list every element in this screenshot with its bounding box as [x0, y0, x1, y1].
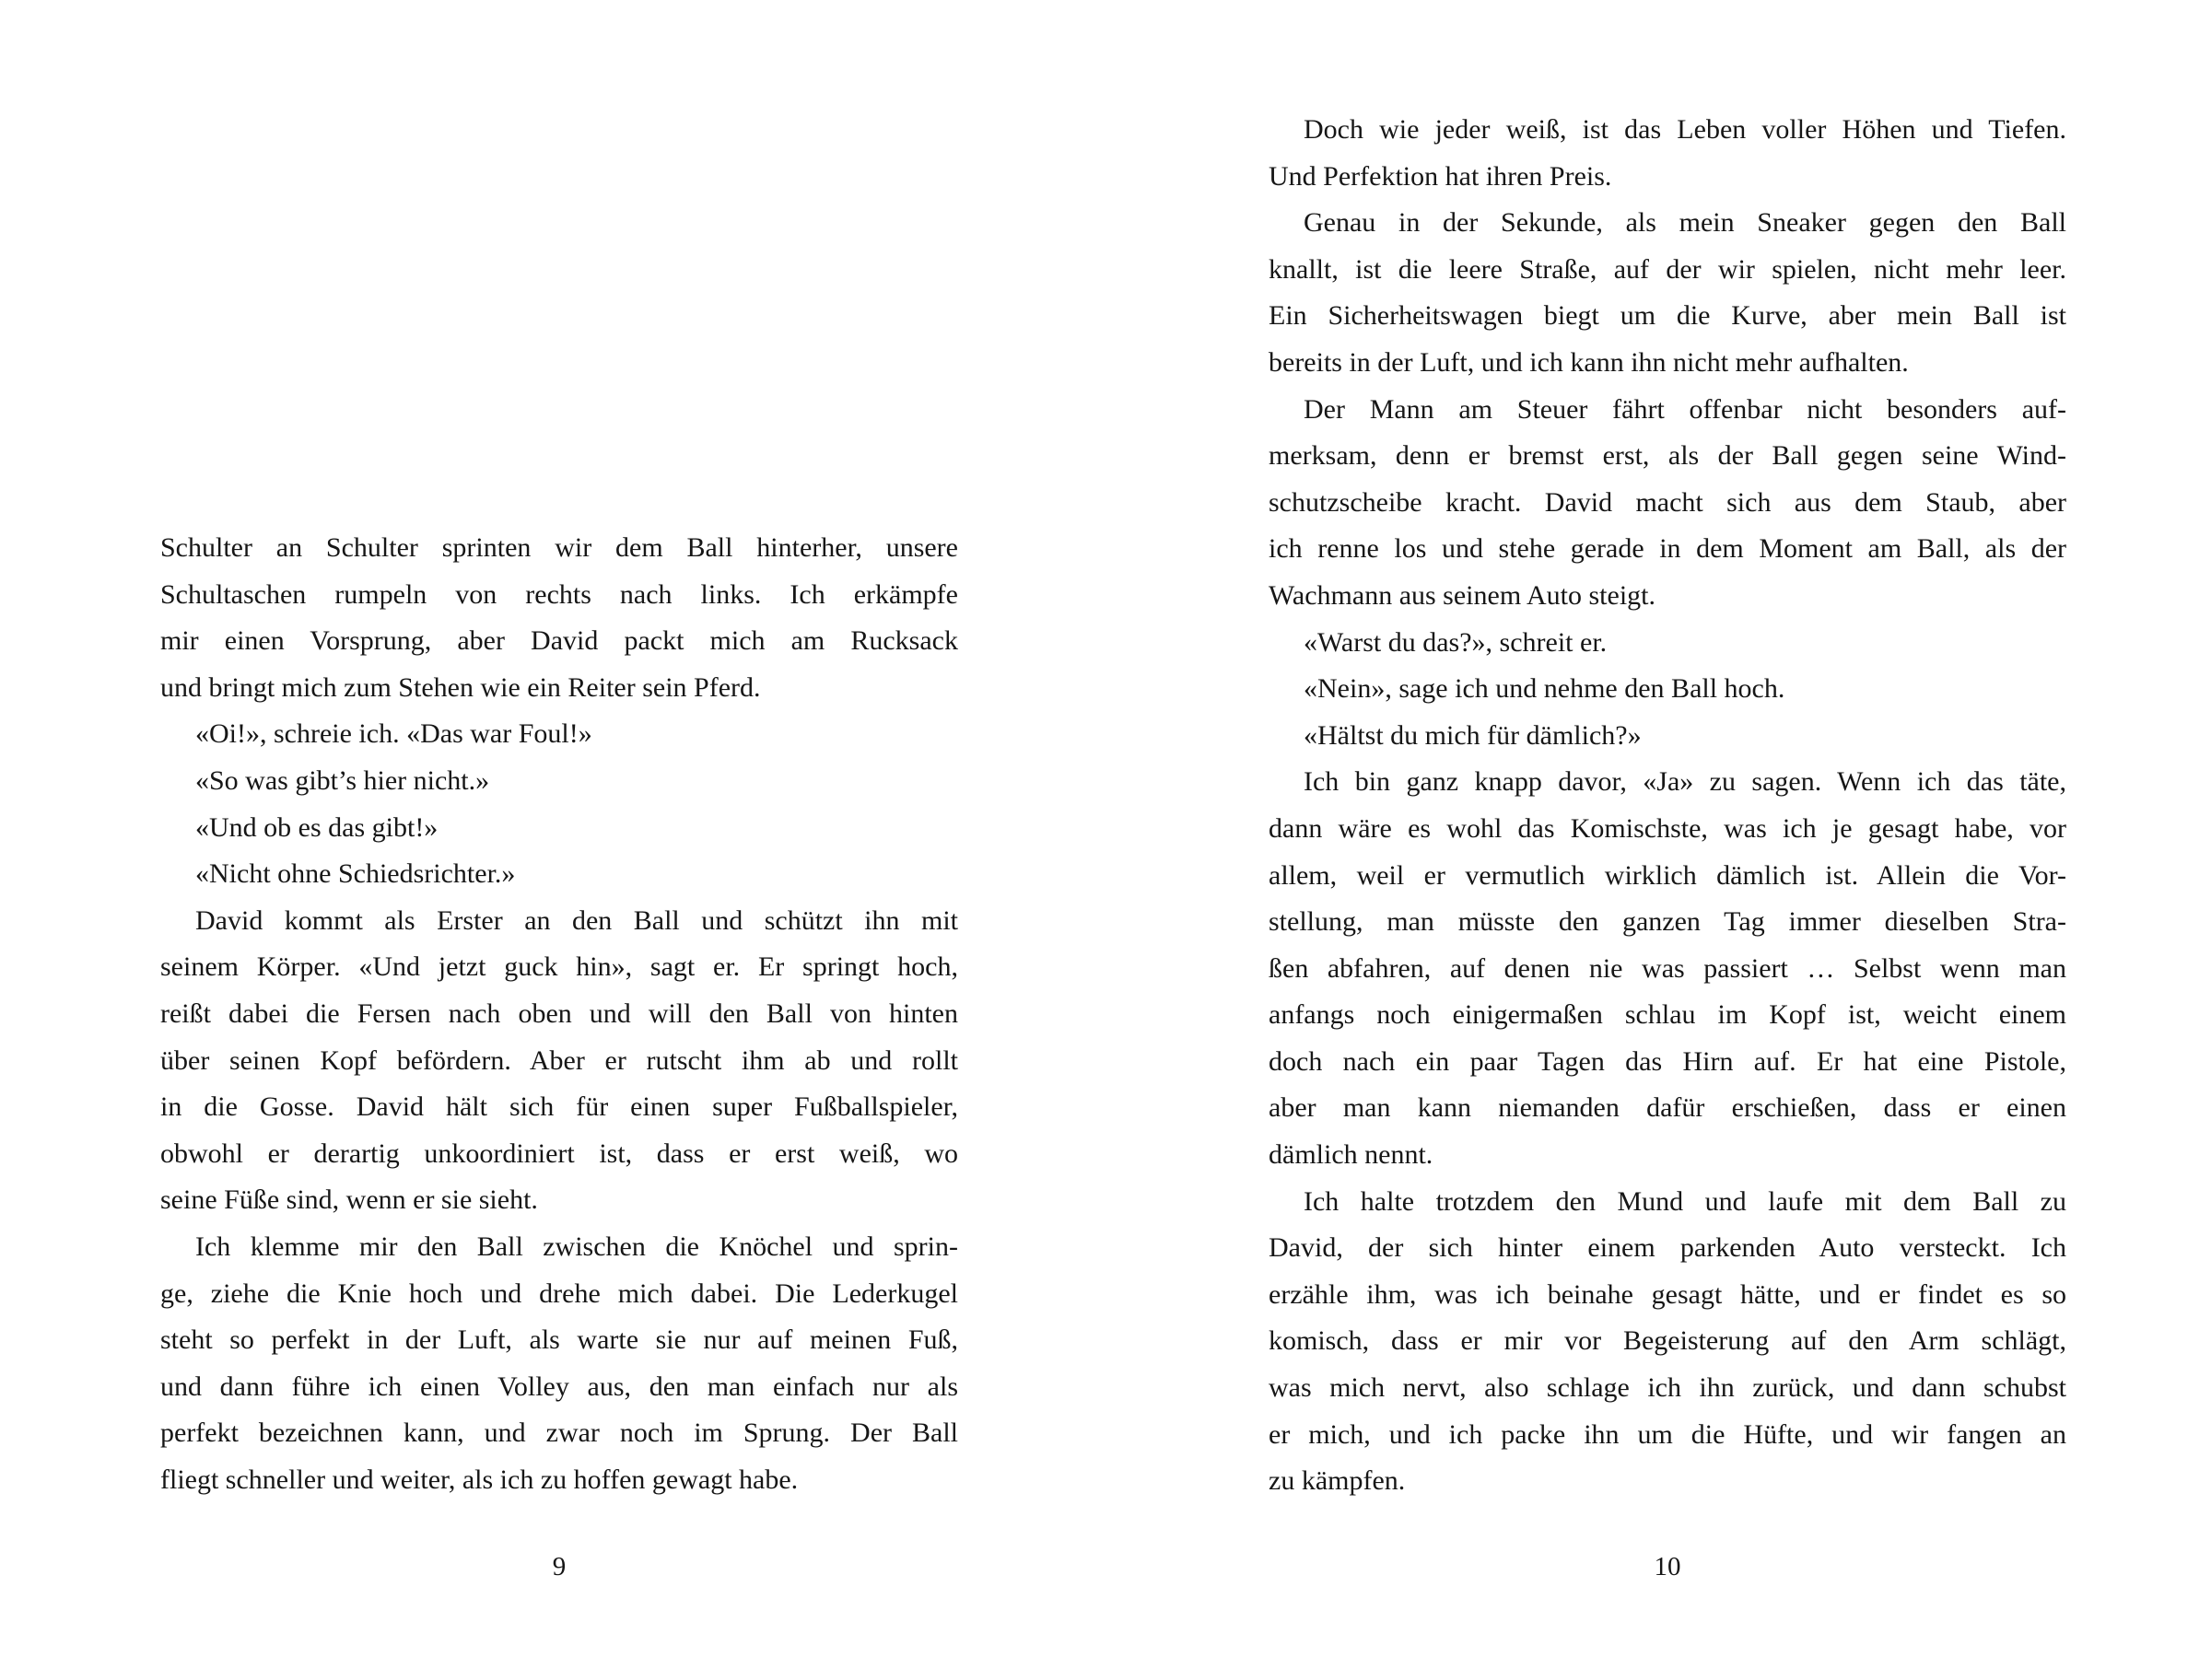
text-line: dämlich nennt.	[1269, 1139, 1433, 1171]
text-line: «Und ob es das gibt!»	[195, 811, 439, 843]
text-line: obwohl er derartig unkoordiniert ist, dass er erst weiß, wo	[160, 1138, 958, 1169]
text-line: über seinen Kopf befördern. Aber er rutscht ihm ab und rollt	[160, 1044, 958, 1076]
text-line: Ich bin ganz knapp davor, «Ja» zu sagen. Wenn ich das täte,	[1304, 766, 2066, 798]
text-line: erzähle ihm, was ich beinahe gesagt hätte, und er findet es so	[1269, 1278, 2066, 1310]
text-line: «Oi!», schreie ich. «Das war Foul!»	[195, 718, 592, 750]
paragraph	[1269, 666, 2066, 713]
text-line: Wachmann aus seinem Auto steigt.	[1269, 579, 1655, 611]
text-line: «Hältst du mich für dämlich?»	[1304, 719, 1642, 751]
paragraph	[160, 805, 958, 852]
text-line: «So was gibt’s hier nicht.»	[195, 764, 490, 796]
text-line: seinem Körper. «Und jetzt guck hin», sagt er. Er springt hoch,	[160, 951, 958, 983]
paragraph	[160, 898, 958, 1224]
text-line: ge, ziehe die Knie hoch und drehe mich dabei. Die Lederkugel	[160, 1278, 958, 1309]
paragraph	[160, 758, 958, 805]
text-line: anfangs noch einigermaßen schlau im Kopf ist, weicht einem	[1269, 999, 2066, 1031]
text-line: David kommt als Erster an den Ball und schützt ihn mit	[195, 904, 958, 936]
paragraph	[1269, 713, 2066, 760]
text-line: aber man kann niemanden dafür erschießen, dass er einen	[1269, 1092, 2066, 1124]
text-line: Ich halte trotzdem den Mund und laufe mit dem Ball zu	[1304, 1185, 2066, 1217]
text-line: Ich klemme mir den Ball zwischen die Knöchel und sprin-	[195, 1231, 958, 1262]
text-line: Der Mann am Steuer fährt offenbar nicht besonders auf-	[1304, 393, 2066, 425]
text-line: «Nein», sage ich und nehme den Ball hoch.	[1304, 673, 1785, 705]
paragraph	[1269, 759, 2066, 1178]
text-line: Schultaschen rumpeln von rechts nach links. Ich erkämpfe	[160, 578, 958, 610]
right-page-number: 10	[1654, 1552, 1681, 1581]
text-line: «Nicht ohne Schiedsrichter.»	[195, 858, 516, 890]
text-line: ßen abfahren, auf denen nie was passiert … Selbst wenn man	[1269, 952, 2066, 984]
text-line: in die Gosse. David hält sich für einen super Fußballspieler,	[160, 1091, 958, 1123]
text-line: fliegt schneller und weiter, als ich zu hoffen gewagt habe.	[160, 1464, 799, 1495]
text-line: ich renne los und stehe gerade in dem Moment am Ball, als der	[1269, 533, 2066, 565]
paragraph	[1269, 107, 2066, 200]
text-line: zu kämpfen.	[1269, 1465, 1406, 1497]
left-page-text	[160, 525, 958, 1503]
right-page-text	[1269, 107, 2066, 1505]
text-line: reißt dabei die Fersen nach oben und will den Ball von hinten	[160, 998, 958, 1029]
text-line: merksam, denn er bremst erst, als der Ball gegen seine Wind-	[1269, 440, 2066, 472]
text-line: steht so perfekt in der Luft, als warte sie nur auf meinen Fuß,	[160, 1324, 958, 1356]
text-line: allem, weil er vermutlich wirklich dämlich ist. Allein die Vor-	[1269, 859, 2066, 891]
text-line: perfekt bezeichnen kann, und zwar noch im Sprung. Der Ball	[160, 1418, 958, 1449]
text-line: mir einen Vorsprung, aber David packt mich am Rucksack	[160, 625, 958, 657]
text-line: dann wäre es wohl das Komischste, was ich je gesagt habe, vor	[1269, 812, 2066, 844]
paragraph	[160, 851, 958, 898]
text-line: komisch, dass er mir vor Begeisterung auf den Arm schlägt,	[1269, 1325, 2066, 1357]
left-page-number: 9	[552, 1552, 567, 1581]
text-line: und bringt mich zum Stehen wie ein Reiter sein Pferd.	[160, 671, 761, 703]
text-line: Genau in der Sekunde, als mein Sneaker gegen den Ball	[1304, 207, 2066, 239]
text-line: bereits in der Luft, und ich kann ihn nicht mehr aufhalten.	[1269, 346, 1909, 378]
paragraph	[1269, 387, 2066, 620]
paragraph	[1269, 1179, 2066, 1505]
text-line: Und Perfektion hat ihren Preis.	[1269, 160, 1612, 192]
text-line: und dann führe ich einen Volley aus, den man einfach nur als	[160, 1371, 958, 1402]
text-line: «Warst du das?», schreit er.	[1304, 626, 1608, 658]
text-line: was mich nervt, also schlage ich ihn zurück, und dann schubst	[1269, 1372, 2066, 1404]
text-line: Doch wie jeder weiß, ist das Leben voller Höhen und Tiefen.	[1304, 114, 2066, 145]
text-line: schutzscheibe kracht. David macht sich aus dem Staub, aber	[1269, 486, 2066, 518]
text-line: er mich, und ich packe ihn um die Hüfte, und wir fangen an	[1269, 1418, 2066, 1450]
paragraph	[160, 1224, 958, 1504]
text-line: David, der sich hinter einem parkenden Auto versteckt. Ich	[1269, 1232, 2066, 1264]
paragraph	[160, 711, 958, 758]
text-line: stellung, man müsste den ganzen Tag immer dieselben Stra-	[1269, 906, 2066, 938]
paragraph	[1269, 620, 2066, 667]
text-line: Ein Sicherheitswagen biegt um die Kurve, aber mein Ball ist	[1269, 300, 2066, 332]
paragraph	[1269, 200, 2066, 386]
paragraph	[160, 525, 958, 711]
text-line: doch nach ein paar Tagen das Hirn auf. Er hat eine Pistole,	[1269, 1045, 2066, 1077]
text-line: seine Füße sind, wenn er sie sieht.	[160, 1184, 538, 1216]
text-line: Schulter an Schulter sprinten wir dem Ball hinterher, unsere	[160, 532, 958, 563]
text-line: knallt, ist die leere Straße, auf der wir spielen, nicht mehr leer.	[1269, 253, 2066, 285]
